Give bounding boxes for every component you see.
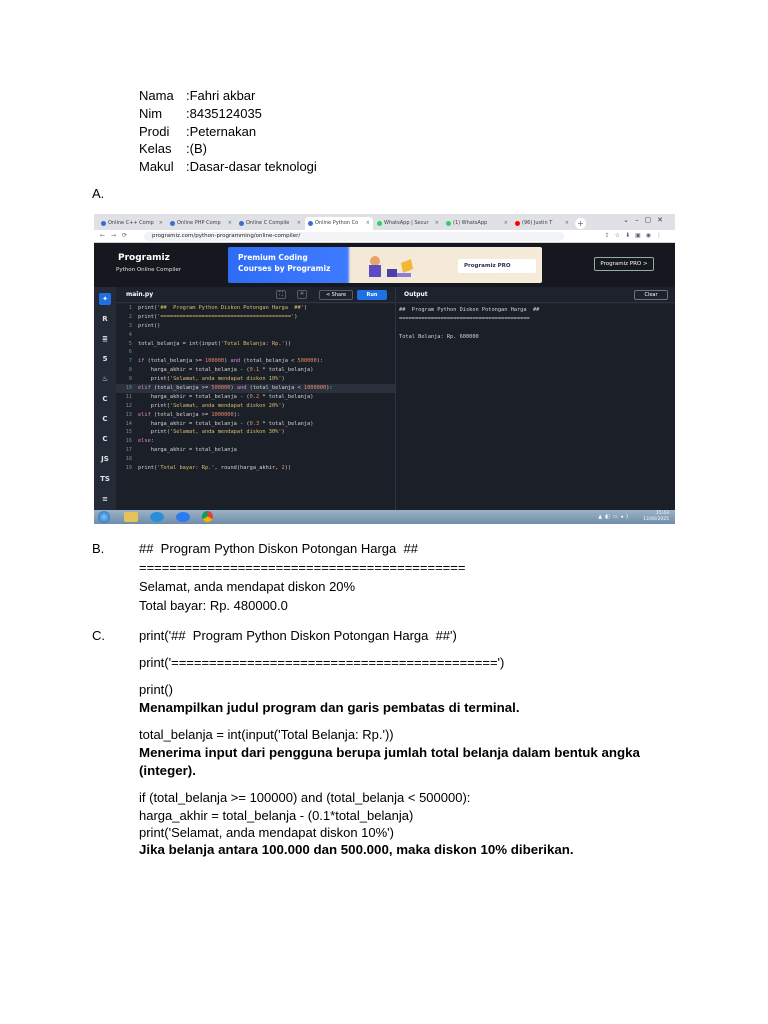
code-editor[interactable] xyxy=(116,304,395,510)
java-icon[interactable]: ♨ xyxy=(101,375,109,383)
editor-toolbar xyxy=(116,287,395,303)
code-line: total_belanja = int(input('Total Belanja: Rp.')) xyxy=(139,727,394,742)
code-editor-line: 9 print('Selamat, anda mendapat diskon 10%') xyxy=(128,376,285,383)
javascript-icon[interactable]: JS xyxy=(101,455,109,463)
code-editor-line: 11 harga_akhir = total_belanja - (0.2 * total_belanja) xyxy=(125,393,314,400)
output-line: ========================================= xyxy=(399,315,530,322)
student-info xyxy=(139,87,317,176)
code-editor-line: 16 else: xyxy=(125,438,154,445)
code-editor-line: 3 print() xyxy=(128,322,161,329)
zoom-icon[interactable] xyxy=(176,512,190,522)
file-tab-main-py[interactable]: main.py xyxy=(126,291,154,298)
browser-tools-icon[interactable]: ⇪☆⬇▣◉⋮ xyxy=(604,232,667,239)
r-language-icon[interactable]: R xyxy=(102,315,108,323)
programiz-header xyxy=(94,243,675,287)
taskbar-clock[interactable]: 15:43 13/06/2025 xyxy=(643,511,669,522)
browser-tab[interactable]: Online C Compile × xyxy=(236,217,304,230)
code-editor-line: 10 elif (total_belanja >= 500000) and (total_belanja < 1000000): xyxy=(116,384,395,393)
code-editor-line: 14 harga_akhir = total_belanja - (0.3 * total_belanja) xyxy=(125,420,314,427)
code-editor-line: 17 harga_akhir = total_belanja xyxy=(125,447,237,454)
answer-b-output xyxy=(139,539,669,615)
share-button[interactable]: ⋖ Share xyxy=(319,290,353,300)
info-label: Nama xyxy=(139,88,174,103)
logo-subtitle: Python Online Compiler xyxy=(116,267,182,273)
code-line: print('## Program Python Diskon Potongan Harga ##') xyxy=(139,628,457,643)
csharp-icon[interactable]: C xyxy=(102,435,108,443)
info-value: :Peternakan xyxy=(186,123,257,139)
theme-toggle-icon[interactable]: ☼ xyxy=(297,290,307,299)
info-row-makul xyxy=(139,158,317,176)
output-console[interactable] xyxy=(395,304,675,510)
code-editor-line: 8 harga_akhir = total_belanja - (0.1 * total_belanja) xyxy=(128,367,314,374)
ad-brand-logo: Programiz PRO xyxy=(458,259,536,273)
info-label: Kelas xyxy=(139,141,172,157)
c-icon[interactable]: C xyxy=(102,395,108,403)
section-b-letter: B. xyxy=(92,541,105,556)
run-button[interactable]: Run xyxy=(357,290,387,300)
edge-icon[interactable] xyxy=(150,512,164,522)
info-row-nim xyxy=(139,105,317,123)
output-line: Total Belanja: Rp. 600000 xyxy=(399,333,479,340)
info-value: :Dasar-dasar teknologi xyxy=(186,159,317,175)
chrome-icon[interactable] xyxy=(202,511,213,522)
output-line: ## Program Python Diskon Potongan Harga ## xyxy=(399,307,540,313)
info-row-kelas xyxy=(139,140,317,158)
browser-tab[interactable]: Online C++ Comp × xyxy=(98,217,166,230)
section-a-letter: A. xyxy=(92,186,105,201)
code-line: if (total_belanja >= 100000) and (total_belanja < 500000): xyxy=(139,790,471,805)
output-title-line: ## Program Python Diskon Potongan Harga ## xyxy=(139,541,418,556)
browser-tab-active[interactable]: Online Python Co × xyxy=(305,217,373,230)
output-discount-line: Selamat, anda mendapat diskon 20% xyxy=(139,579,356,594)
new-tab-icon[interactable]: + xyxy=(575,218,586,229)
code-editor-line: 1 print('## Program Python Diskon Potongan Harga ##') xyxy=(128,305,308,311)
ad-banner[interactable] xyxy=(228,247,542,283)
output-toolbar xyxy=(395,287,675,303)
url-field[interactable]: programiz.com/python-programming/online-compiler/ xyxy=(144,232,564,241)
code-editor-line: 18 xyxy=(125,456,132,463)
ad-text: Premium Coding Courses by Programiz xyxy=(238,253,331,273)
code-editor-line: 5 total_belanja = int(input('Total Belanja: Rp.')) xyxy=(128,340,292,347)
info-label: Makul xyxy=(139,159,174,175)
html-icon[interactable]: 5 xyxy=(102,355,108,363)
output-line xyxy=(399,324,675,333)
explanation-text: Menampilkan judul program dan garis pembatas di terminal. xyxy=(139,700,520,715)
go-icon[interactable]: ≡ xyxy=(102,495,108,503)
typescript-icon[interactable]: TS xyxy=(100,475,110,483)
programiz-logo[interactable]: Programiz xyxy=(118,253,170,263)
fullscreen-icon[interactable]: ⛶ xyxy=(276,290,286,299)
info-label: Prodi xyxy=(139,123,170,139)
explanation-text: Menerima input dari pengguna berupa jumlah total belanja dalam bentuk angka (integer). xyxy=(139,745,640,778)
browser-tab[interactable]: (96) Justin T × xyxy=(512,217,572,230)
code-line: harga_akhir = total_belanja - (0.1*total_belanja) xyxy=(139,808,414,823)
explanation-text: Jika belanja antara 100.000 dan 500.000, maka diskon 10% diberikan. xyxy=(139,842,574,857)
browser-tab-bar xyxy=(94,214,675,230)
language-sidebar xyxy=(94,287,116,510)
code-editor-line: 15 print('Selamat, anda mendapat diskon 30%') xyxy=(125,429,285,436)
code-editor-line: 19 print('Total bayar: Rp.', round(harga_akhir, 2)) xyxy=(125,465,292,472)
browser-tab[interactable]: WhatsApp | Secur × xyxy=(374,217,442,230)
info-label: Nim xyxy=(139,105,163,121)
nav-arrows-icon[interactable]: ←→⟳ xyxy=(100,232,134,239)
output-total-line: Total bayar: Rp. 480000.0 xyxy=(139,598,288,613)
browser-tab[interactable]: Online PHP Comp × xyxy=(167,217,235,230)
answer-c-explanation xyxy=(139,626,669,859)
info-row-prodi xyxy=(139,123,317,141)
python-icon[interactable]: ✦ xyxy=(99,293,111,305)
start-icon[interactable] xyxy=(98,511,110,523)
code-editor-line: 13 elif (total_belanja >= 1000000): xyxy=(125,411,241,418)
browser-tab[interactable]: (1) WhatsApp × xyxy=(443,217,511,230)
info-value: :8435124035 xyxy=(186,105,262,121)
sql-icon[interactable]: ≣ xyxy=(102,335,108,343)
output-separator-line: =========================================== xyxy=(139,560,466,575)
programiz-pro-button[interactable]: Programiz PRO > xyxy=(594,257,654,271)
code-line: print('Selamat, anda mendapat diskon 10%') xyxy=(139,825,394,840)
code-editor-line: 4 xyxy=(128,331,132,338)
code-editor-line: 2 print('=========================================') xyxy=(128,313,298,320)
ad-illustration-icon xyxy=(363,253,415,279)
code-line: print() xyxy=(139,682,173,697)
code-editor-line: 12 print('Selamat, anda mendapat diskon 20%') xyxy=(125,402,285,409)
address-bar xyxy=(94,230,675,243)
share-icon: ⋖ xyxy=(325,292,332,298)
windows-taskbar xyxy=(94,510,675,524)
info-value: :(B) xyxy=(186,141,207,157)
compiler-screenshot xyxy=(94,214,675,524)
info-row-nama xyxy=(139,87,317,105)
clear-button[interactable]: Clear xyxy=(634,290,668,300)
code-editor-line: 7 if (total_belanja >= 100000) and (total_belanja < 500000): xyxy=(128,358,324,365)
info-value: :Fahri akbar xyxy=(186,88,256,103)
output-title: Output xyxy=(404,291,428,298)
file-explorer-icon[interactable] xyxy=(124,512,138,522)
section-c-letter: C. xyxy=(92,628,105,643)
system-tray-icon[interactable]: ▲◧▭◂) xyxy=(598,514,631,520)
code-line: print('===========================================') xyxy=(139,655,505,670)
cpp-icon[interactable]: C xyxy=(102,415,108,423)
window-controls-icon[interactable]: ⌄–▢✕ xyxy=(623,216,669,224)
code-editor-line: 6 xyxy=(128,349,132,356)
